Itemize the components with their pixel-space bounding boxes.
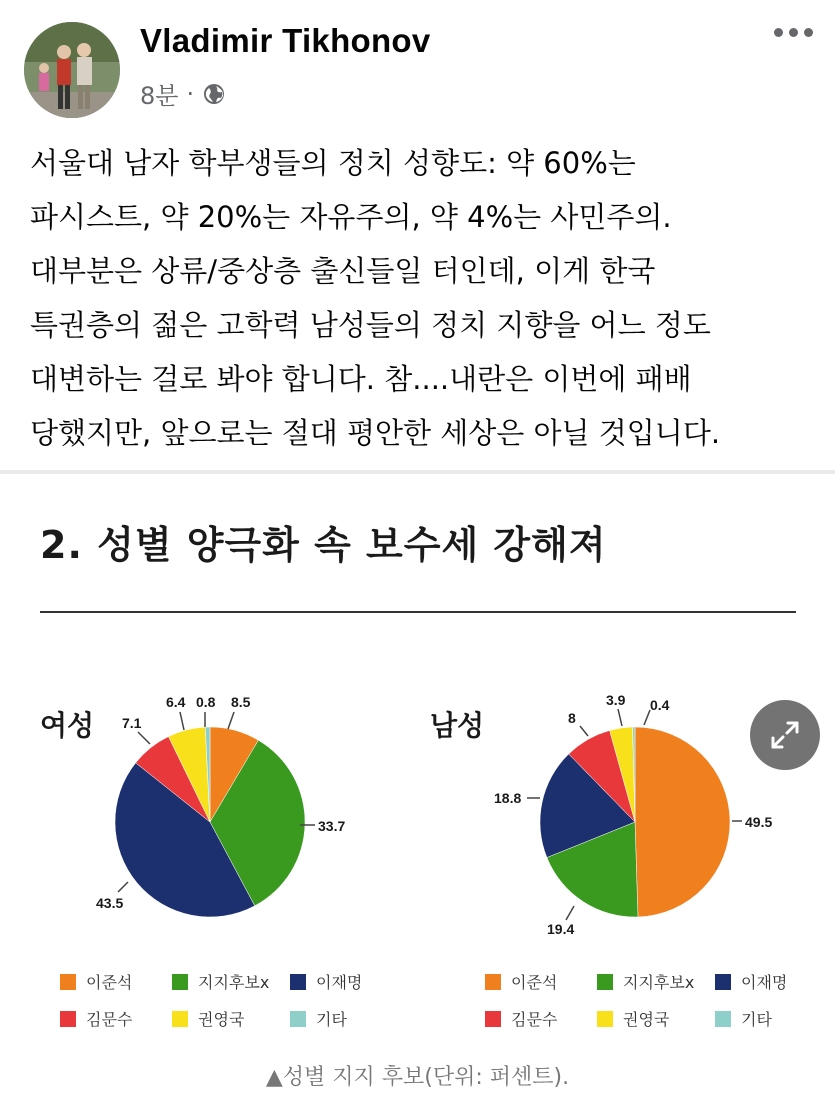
legend-swatch [597, 1011, 613, 1027]
post-time[interactable]: 8분 [140, 82, 179, 110]
legend-item [597, 1007, 715, 1030]
chart-title-male: 남성 [430, 709, 485, 742]
avatar-photo [24, 22, 120, 118]
legend-item [597, 970, 715, 993]
legend-female [60, 970, 390, 1030]
legend-item [290, 970, 390, 993]
figure-caption: ▲성별 지지 후보(단위: 퍼센트). [265, 1065, 570, 1090]
value-label-m-none: 19.4 [547, 921, 575, 937]
legend-male [485, 970, 815, 1030]
legend-label: 기타 [316, 1010, 347, 1029]
legend-swatch [290, 974, 306, 990]
legend-item [60, 1007, 172, 1030]
legend-label: 김문수 [511, 1010, 558, 1029]
legend-label: 이재명 [741, 973, 788, 992]
legend-swatch [60, 1011, 76, 1027]
legend-item [172, 970, 290, 993]
value-label-f-kimmunsu: 7.1 [122, 715, 142, 731]
legend-label: 기타 [741, 1010, 772, 1029]
legend-label: 이준석 [86, 973, 133, 992]
value-label-f-none: 33.7 [318, 818, 346, 834]
legend-label: 지지후보x [198, 973, 270, 992]
figure-title: 2. 성별 양극화 속 보수세 강해져 [40, 523, 607, 567]
value-label-m-kimmunsu: 8 [568, 710, 576, 726]
legend-item [715, 1007, 815, 1030]
value-label-f-kwon: 6.4 [166, 694, 186, 710]
legend-item [60, 970, 172, 993]
legend-swatch [485, 974, 501, 990]
value-label-m-ijaemyung: 18.8 [494, 790, 522, 806]
legend-label: 이준석 [511, 973, 558, 992]
post-body-text: 서울대 남자 학부생들의 정치 성향도: 약 60%는 파시스트, 약 20%는 자유주의, 약 4%는 사민주의. 대부분은 상류/중상층 출신들일 터인데, 이게 한국 특권층의 젊은 고학력 남성들의 정치 지향을 어느 정도 대변하는 걸로 봐야 합니다. 참....내란은 이번에 패배 당했지만, 앞으로는 절대 평안한 세상은 아닐 것입니다. [30, 146, 721, 450]
legend-item [485, 970, 597, 993]
author-name[interactable]: Vladimir Tikhonov [140, 22, 431, 59]
legend-swatch [485, 1011, 501, 1027]
chart-title-female: 여성 [40, 709, 95, 742]
post-meta [140, 76, 226, 111]
expand-icon [767, 717, 803, 753]
avatar[interactable] [24, 22, 120, 118]
more-options-button[interactable] [774, 28, 813, 37]
legend-label: 김문수 [86, 1010, 133, 1029]
legend-item [172, 1007, 290, 1030]
value-label-f-other: 0.8 [196, 694, 216, 710]
more-dots-icon [774, 28, 783, 37]
legend-label: 권영국 [198, 1010, 245, 1029]
legend-swatch [290, 1011, 306, 1027]
value-label-f-ijaemyung: 43.5 [96, 895, 124, 911]
meta-separator: · [186, 79, 195, 108]
post-image[interactable] [0, 474, 835, 1113]
legend-swatch [715, 1011, 731, 1027]
value-label-f-ijunseok: 8.5 [231, 694, 251, 710]
expand-button[interactable] [750, 700, 820, 770]
value-label-m-ijunseok: 49.5 [745, 814, 773, 830]
value-label-m-other: 0.4 [650, 697, 670, 713]
post-header [0, 0, 835, 130]
legend-item [290, 1007, 390, 1030]
legend-swatch [715, 974, 731, 990]
legend-item [715, 970, 815, 993]
legend-swatch [172, 1011, 188, 1027]
legend-swatch [60, 974, 76, 990]
legend-label: 지지후보x [623, 973, 695, 992]
value-label-m-kwon: 3.9 [606, 692, 626, 708]
legend-swatch [172, 974, 188, 990]
legend-item [485, 1007, 597, 1030]
legend-swatch [597, 974, 613, 990]
legend-label: 이재명 [316, 973, 363, 992]
globe-icon [202, 82, 226, 106]
legend-label: 권영국 [623, 1010, 670, 1029]
